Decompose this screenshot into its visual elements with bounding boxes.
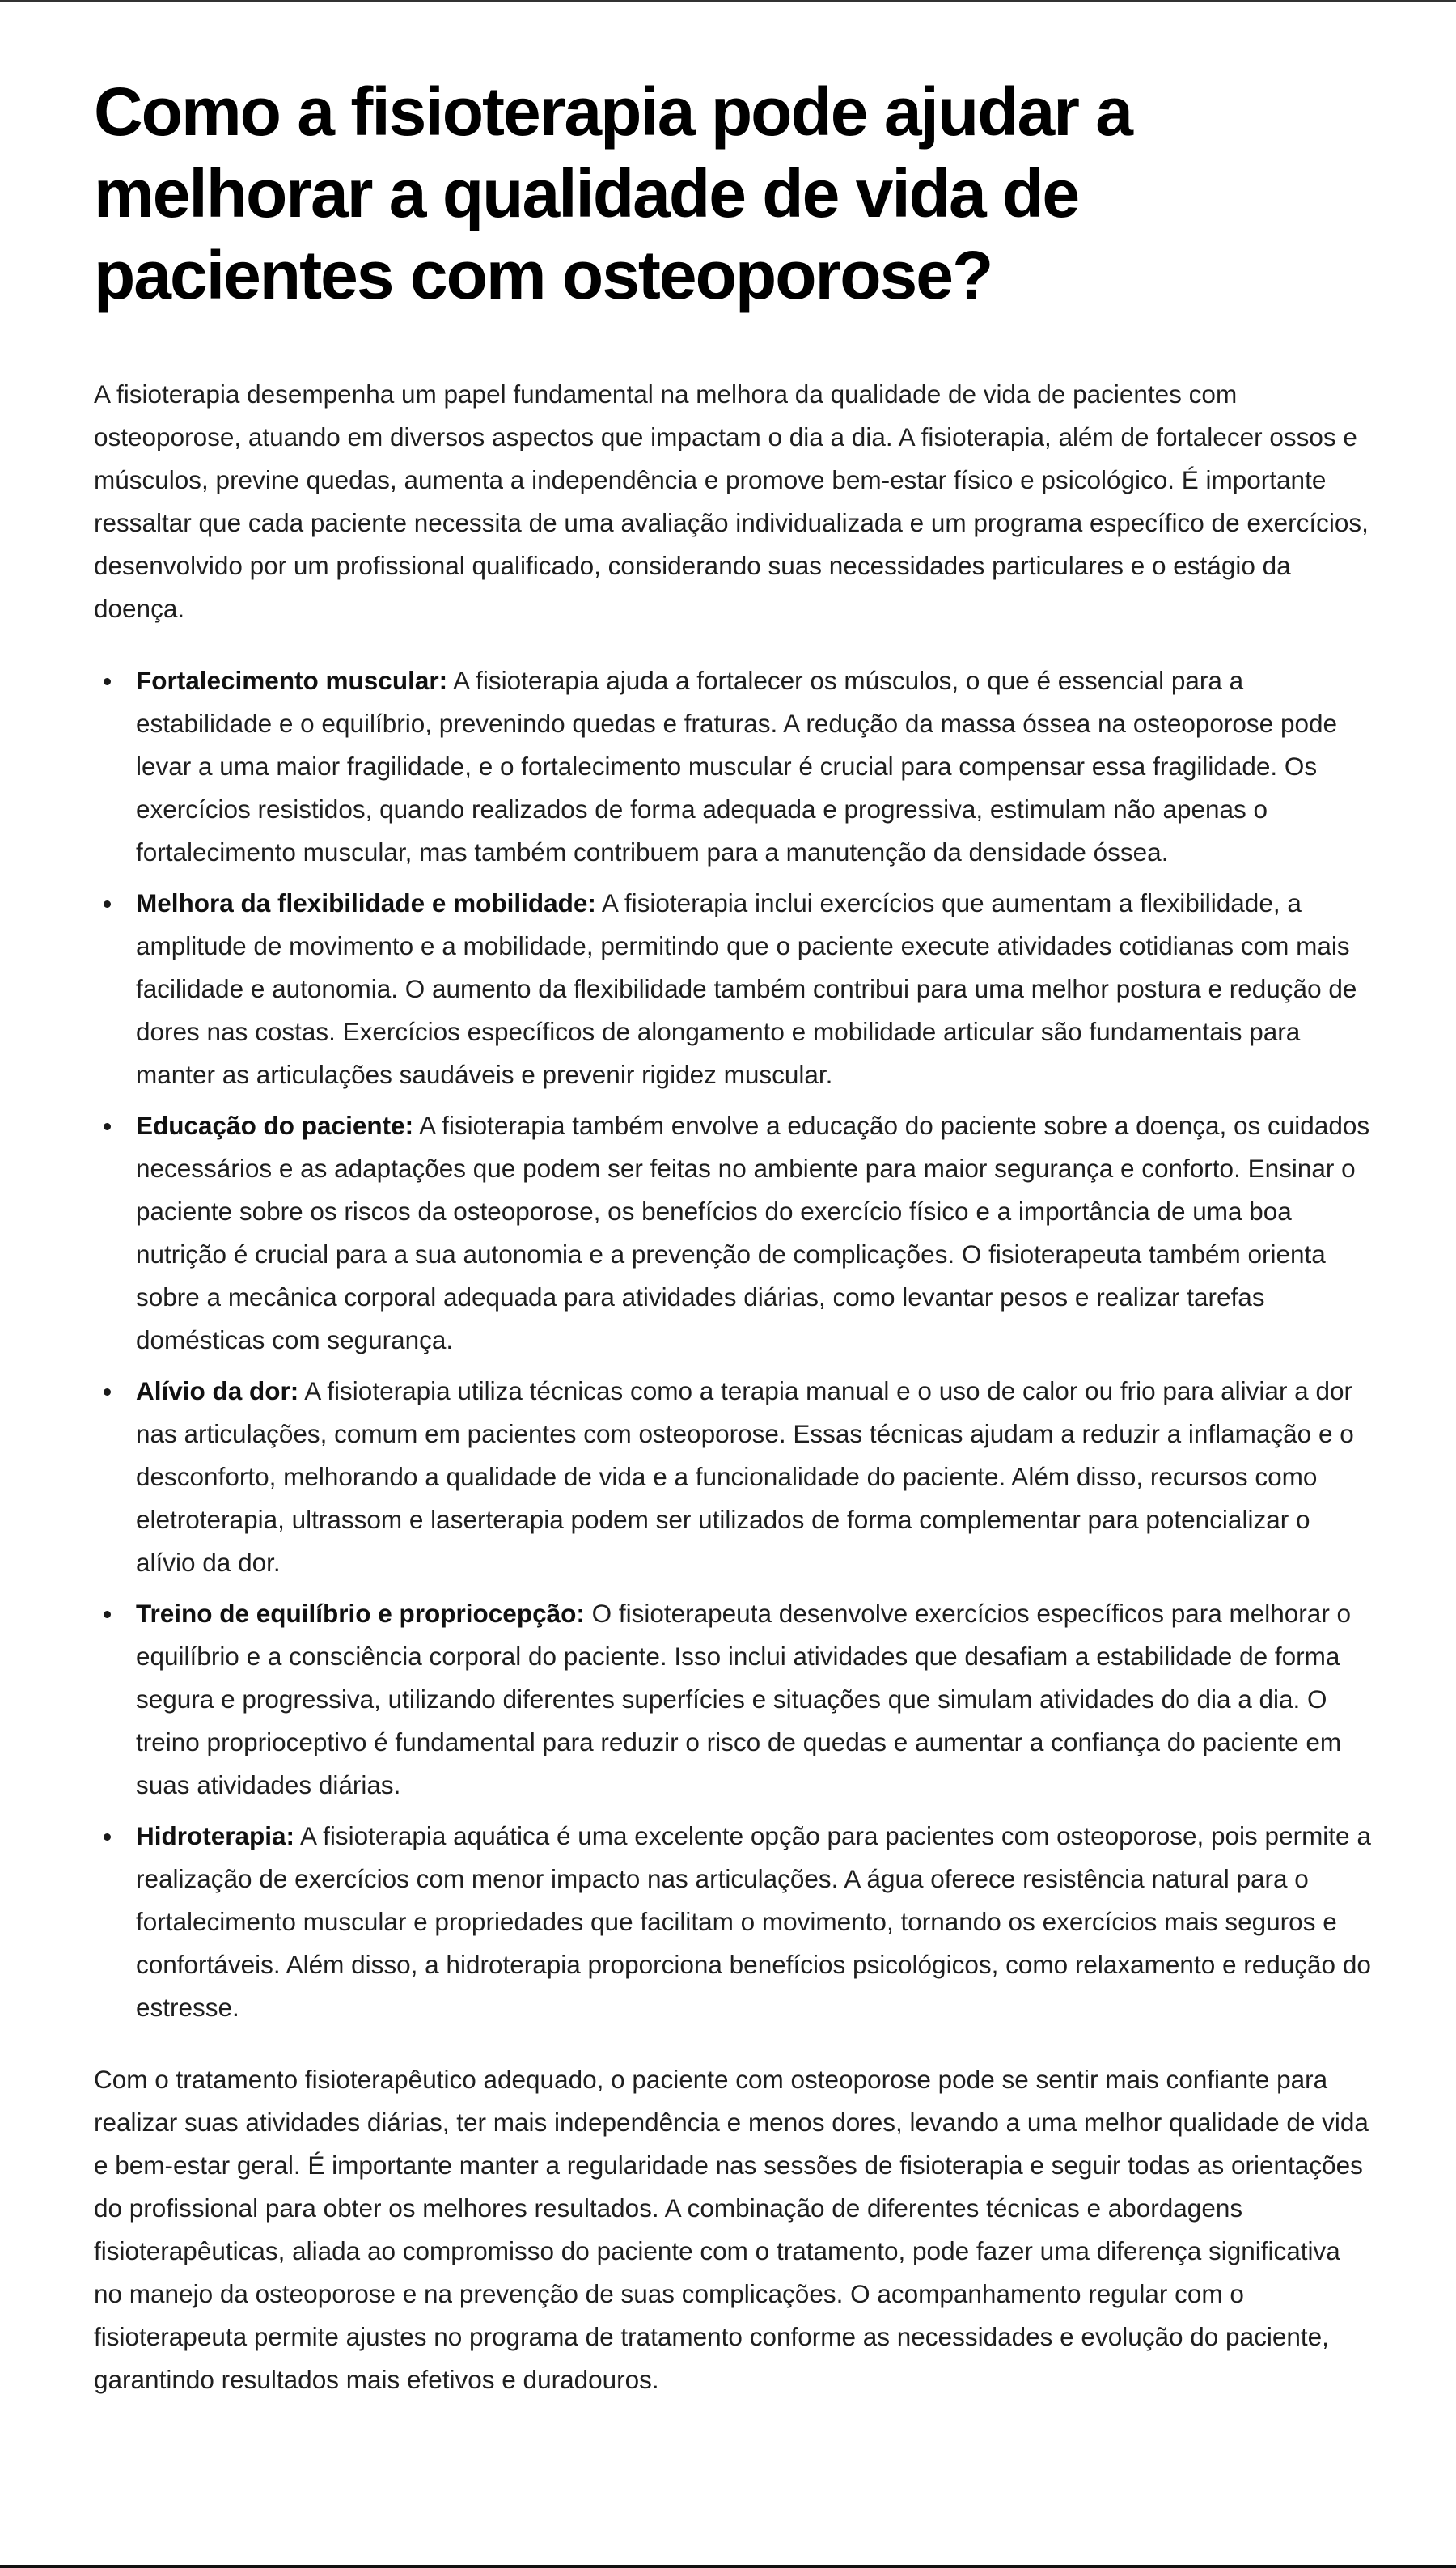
list-item xyxy=(136,1592,1372,1807)
article xyxy=(94,71,1372,2401)
intro-paragraph: A fisioterapia desempenha um papel fundamental na melhora da qualidade de vida de pacientes com osteoporose, atuando em diversos aspectos que impactam o dia a dia. A fisioterapia, além de fortalecer ossos e músculos, previne quedas, aumenta a independência e promove bem-estar físico e psicológico. É importante ressaltar que cada paciente necessita de uma avaliação individualizada e um programa específico de exercícios, desenvolvido por um profissional qualificado, considerando suas necessidades particulares e o estágio da doença. xyxy=(94,379,1369,623)
list-item xyxy=(136,1815,1372,2029)
list-item-term: Educação do paciente: xyxy=(136,1111,414,1140)
bottom-border xyxy=(0,2565,1456,2568)
list-item xyxy=(136,659,1372,874)
list-item-text: A fisioterapia inclui exercícios que aumentam a flexibilidade, a amplitude de movimento e a mobilidade, permitindo que o paciente execute atividades cotidianas com mais facilidade e autonomia. O aumento da flexibilidade também contribui para uma melhor postura e redução de dores nas costas. Exercícios específicos de alongamento e mobilidade articular são fundamentais para manter as articulações saudáveis e prevenir rigidez muscular. xyxy=(136,888,1357,1089)
top-border xyxy=(0,0,1456,2)
list-item-term: Fortalecimento muscular: xyxy=(136,666,448,695)
list-item-text: A fisioterapia aquática é uma excelente opção para pacientes com osteoporose, pois permite a realização de exercícios com menor impacto nas articulações. A água oferece resistência natural para o fortalecimento muscular e propriedades que facilitam o movimento, tornando os exercícios mais seguros e confortáveis. Além disso, a hidroterapia proporciona benefícios psicológicos, como relaxamento e redução do estresse. xyxy=(136,1821,1371,2022)
list-item-text: A fisioterapia utiliza técnicas como a terapia manual e o uso de calor ou frio para aliviar a dor nas articulações, comum em pacientes com osteoporose. Essas técnicas ajudam a reduzir a inflamação e o desconforto, melhorando a qualidade de vida e a funcionalidade do paciente. Além disso, recursos como eletroterapia, ultrassom e laserterapia podem ser utilizados de forma complementar para potencializar o alívio da dor. xyxy=(136,1376,1354,1577)
list-item xyxy=(136,1104,1372,1362)
benefits-list xyxy=(94,659,1372,2029)
list-item xyxy=(136,882,1372,1096)
list-item-text: A fisioterapia também envolve a educação do paciente sobre a doença, os cuidados necessários e as adaptações que podem ser feitas no ambiente para maior segurança e conforto. Ensinar o paciente sobre os riscos da osteoporose, os benefícios do exercício físico e a importância de uma boa nutrição é crucial para a sua autonomia e a prevenção de complicações. O fisioterapeuta também orienta sobre a mecânica corporal adequada para atividades diárias, como levantar pesos e realizar tarefas domésticas com segurança. xyxy=(136,1111,1370,1354)
list-item-text: O fisioterapeuta desenvolve exercícios específicos para melhorar o equilíbrio e a consciência corporal do paciente. Isso inclui atividades que desafiam a estabilidade de forma segura e progressiva, utilizando diferentes superfícies e situações que simulam atividades do dia a dia. O treino proprioceptivo é fundamental para reduzir o risco de quedas e aumentar a confiança do paciente em suas atividades diárias. xyxy=(136,1599,1352,1799)
page-title: Como a fisioterapia pode ajudar a melhorar a qualidade de vida de pacientes com osteoporose? xyxy=(94,74,1132,313)
list-item-term: Melhora da flexibilidade e mobilidade: xyxy=(136,888,596,917)
list-item-term: Hidroterapia: xyxy=(136,1821,295,1850)
conclusion-paragraph: Com o tratamento fisioterapêutico adequado, o paciente com osteoporose pode se sentir mais confiante para realizar suas atividades diárias, ter mais independência e menos dores, levando a uma melhor qualidade de vida e bem-estar geral. É importante manter a regularidade nas sessões de fisioterapia e seguir todas as orientações do profissional para obter os melhores resultados. A combinação de diferentes técnicas e abordagens fisioterapêuticas, aliada ao compromisso do paciente com o tratamento, pode fazer uma diferença significativa no manejo da osteoporose e na prevenção de suas complicações. O acompanhamento regular com o fisioterapeuta permite ajustes no programa de tratamento conforme as necessidades e evolução do paciente, garantindo resultados mais efetivos e duradouros. xyxy=(94,2065,1369,2394)
list-item xyxy=(136,1370,1372,1584)
list-item-term: Alívio da dor: xyxy=(136,1376,299,1405)
list-item-term: Treino de equilíbrio e propriocepção: xyxy=(136,1599,585,1628)
list-item-text: A fisioterapia ajuda a fortalecer os músculos, o que é essencial para a estabilidade e o equilíbrio, prevenindo quedas e fraturas. A redução da massa óssea na osteoporose pode levar a uma maior fragilidade, e o fortalecimento muscular é crucial para compensar essa fragilidade. Os exercícios resistidos, quando realizados de forma adequada e progressiva, estimulam não apenas o fortalecimento muscular, mas também contribuem para a manutenção da densidade óssea. xyxy=(136,666,1338,867)
